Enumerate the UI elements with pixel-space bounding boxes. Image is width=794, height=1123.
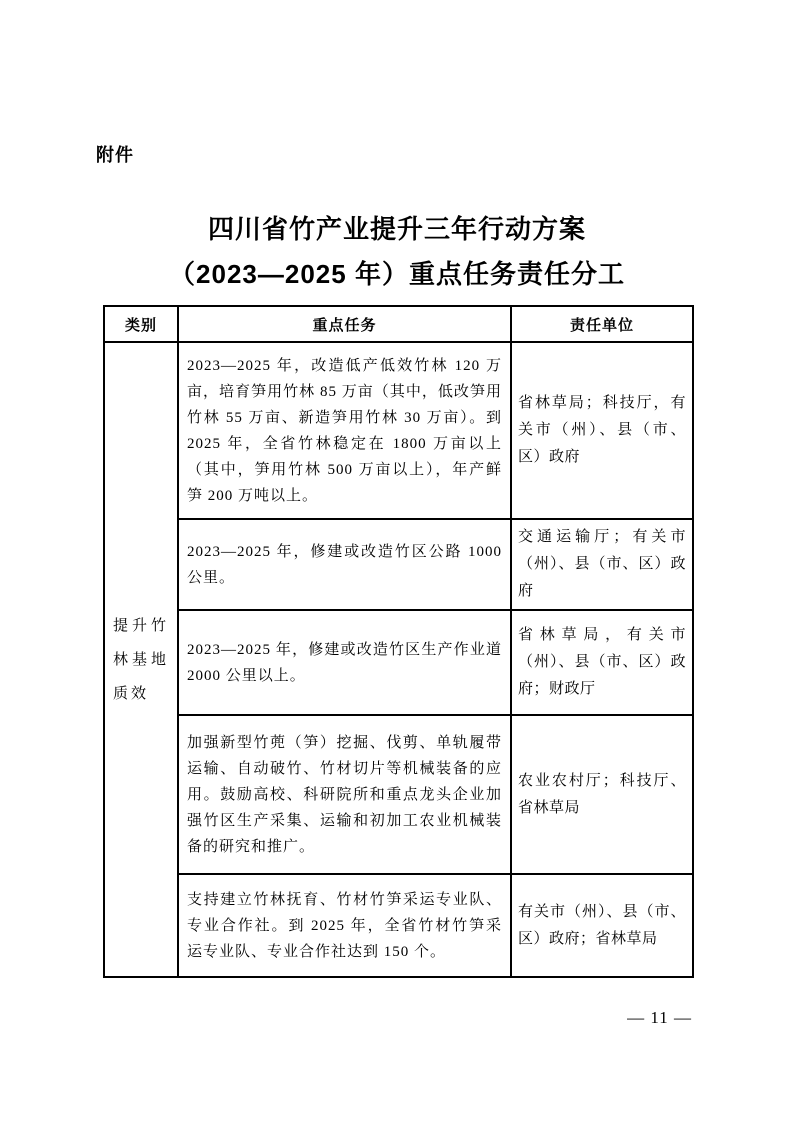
unit-cell: 省林草局；科技厅，有关市（州）、县（市、区）政府 [511, 342, 693, 519]
title-line-2: （2023—2025 年）重点任务责任分工 [169, 259, 625, 289]
unit-cell: 省林草局，有关市（州）、县（市、区）政府；财政厅 [511, 610, 693, 715]
header-category: 类别 [104, 306, 178, 342]
attachment-label: 附件 [96, 145, 134, 165]
unit-cell: 交通运输厅；有关市（州）、县（市、区）政府 [511, 519, 693, 610]
header-key-tasks: 重点任务 [178, 306, 511, 342]
task-cell: 2023—2025 年，改造低产低效竹林 120 万亩，培育笋用竹林 85 万亩（其中，低改笋用竹林 55 万亩、新造笋用竹林 30 万亩）。到 2025 年，全省竹林稳定在 1800 万亩以上（其中，笋用竹林 500 万亩以上），年产鲜笋 200 万吨以上。 [178, 342, 511, 519]
table-row [104, 715, 693, 874]
table-header-row [104, 306, 693, 342]
unit-cell: 农业农村厅；科技厅、省林草局 [511, 715, 693, 874]
task-cell: 2023—2025 年，修建或改造竹区生产作业道 2000 公里以上。 [178, 610, 511, 715]
table-row [104, 519, 693, 610]
page-number: — 11 — [627, 1008, 692, 1027]
task-assignment-table [103, 305, 694, 978]
task-cell: 加强新型竹蔸（笋）挖掘、伐剪、单轨履带运输、自动破竹、竹材切片等机械装备的应用。鼓励高校、科研院所和重点龙头企业加强竹区生产采集、运输和初加工农业机械装备的研究和推广。 [178, 715, 511, 874]
category-cell: 提升竹林基地质效 [104, 342, 178, 977]
task-cell: 支持建立竹林抚育、竹材竹笋采运专业队、专业合作社。到 2025 年，全省竹材竹笋采运专业队、专业合作社达到 150 个。 [178, 874, 511, 977]
table-row [104, 610, 693, 715]
table-row [104, 342, 693, 519]
header-responsible-unit: 责任单位 [511, 306, 693, 342]
unit-cell: 有关市（州）、县（市、区）政府；省林草局 [511, 874, 693, 977]
table-row [104, 874, 693, 977]
title-line-1: 四川省竹产业提升三年行动方案 [207, 214, 586, 244]
task-cell: 2023—2025 年，修建或改造竹区公路 1000 公里。 [178, 519, 511, 610]
document-title [0, 207, 794, 297]
